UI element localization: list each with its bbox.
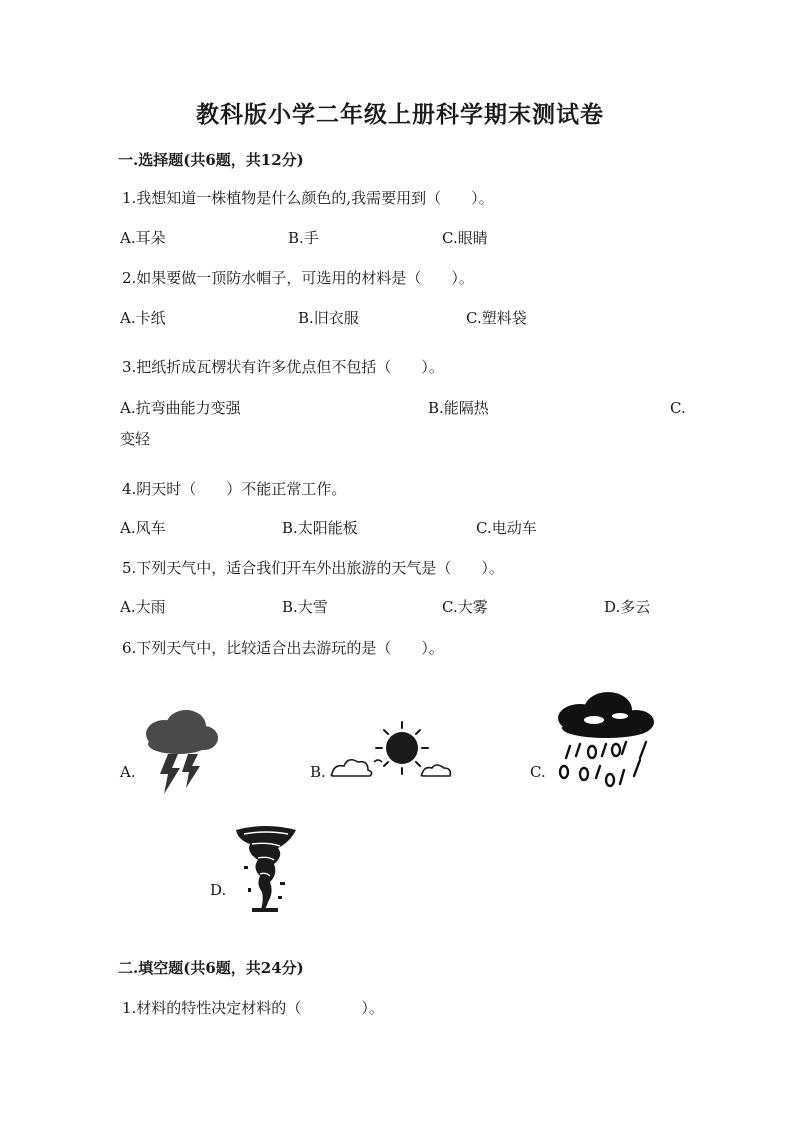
question-1-stem: 1.我想知道一株植物是什么颜色的,我需要用到（ ）。 xyxy=(122,189,494,207)
question-5-option-d[interactable]: D.多云 xyxy=(604,598,651,616)
sun-with-clouds-icon xyxy=(330,718,454,784)
question-5-stem: 5.下列天气中，适合我们开车外出旅游的天气是（ ）。 xyxy=(122,559,504,577)
page-title: 教科版小学二年级上册科学期末测试卷 xyxy=(196,101,604,128)
question-4-option-a[interactable]: A.风车 xyxy=(120,519,166,537)
question-4-stem: 4.阴天时（ ）不能正常工作。 xyxy=(122,480,347,498)
question-1-option-c[interactable]: C.眼睛 xyxy=(442,229,488,247)
question-3-stem: 3.把纸折成瓦楞状有许多优点但不包括（ ）。 xyxy=(122,358,444,376)
question-6-option-b[interactable]: B. xyxy=(310,763,326,781)
section-heading-choice: 一.选择题(共6题，共12分) xyxy=(118,151,304,169)
question-5-option-a[interactable]: A.大雨 xyxy=(120,598,166,616)
question-2-option-c[interactable]: C.塑料袋 xyxy=(466,309,527,327)
question-3-option-b[interactable]: B.能隔热 xyxy=(428,399,489,417)
question-4-option-c[interactable]: C.电动车 xyxy=(476,519,537,537)
question-4-option-b[interactable]: B.太阳能板 xyxy=(282,519,358,537)
question-3-option-c[interactable]: C. xyxy=(670,399,686,417)
question-3-option-a[interactable]: A.抗弯曲能力变强 xyxy=(120,399,241,417)
question-6-option-a[interactable]: A. xyxy=(120,763,136,781)
tornado-icon xyxy=(230,822,302,916)
question-2-option-a[interactable]: A.卡纸 xyxy=(120,309,166,327)
question-6-option-d[interactable]: D. xyxy=(210,881,227,899)
fill-question-1-stem: 1.材料的特性决定材料的（ ）。 xyxy=(122,999,384,1017)
thunderstorm-icon xyxy=(138,708,222,798)
question-1-option-b[interactable]: B.手 xyxy=(288,229,319,247)
question-2-stem: 2.如果要做一顶防水帽子，可选用的材料是（ ）。 xyxy=(122,269,474,287)
question-6-option-c[interactable]: C. xyxy=(530,763,546,781)
question-1-option-a[interactable]: A.耳朵 xyxy=(120,229,166,247)
heavy-rain-icon xyxy=(550,690,660,796)
question-5-option-b[interactable]: B.大雪 xyxy=(282,598,328,616)
question-6-stem: 6.下列天气中，比较适合出去游玩的是（ ）。 xyxy=(122,639,444,657)
question-2-option-b[interactable]: B.旧衣服 xyxy=(298,309,359,327)
question-3-option-c-text: 变轻 xyxy=(120,430,151,448)
question-5-option-c[interactable]: C.大雾 xyxy=(442,598,488,616)
section-heading-fill-blank: 二.填空题(共6题，共24分) xyxy=(118,959,304,977)
